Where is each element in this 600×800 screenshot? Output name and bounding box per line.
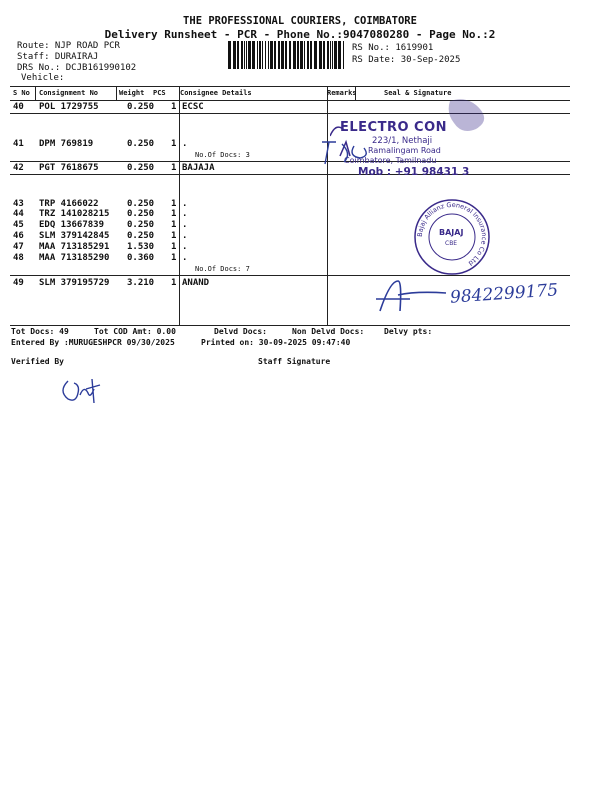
row-consignee: ANAND xyxy=(182,278,210,288)
row-weight: 1.530 xyxy=(127,242,155,252)
barcode-bar xyxy=(319,41,322,69)
row-weight: 0.250 xyxy=(127,102,155,112)
row-sno: 42 xyxy=(13,163,24,173)
total-docs: Tot Docs: 49 xyxy=(11,327,69,336)
row-weight: 0.250 xyxy=(127,220,155,230)
entered-by: Entered By :MURUGESHPCR 09/30/2025 xyxy=(11,338,175,347)
row-weight: 0.250 xyxy=(127,199,155,209)
barcode-bar xyxy=(278,41,280,69)
row-sno: 44 xyxy=(13,209,24,219)
barcode-bar xyxy=(293,41,296,69)
handwritten-signature-2 xyxy=(372,275,452,315)
row-consignment: SLM 379195729 xyxy=(39,278,110,288)
row-consignment: SLM 379142845 xyxy=(39,231,110,241)
col-weight: Weight xyxy=(119,89,145,97)
barcode-bar xyxy=(334,41,337,69)
row-consignment: TRP 4166022 xyxy=(39,199,99,209)
printed-on: Printed on: 30-09-2025 09:47:40 xyxy=(201,338,351,347)
barcode-bar xyxy=(289,41,291,69)
non-delivered-docs: Non Delvd Docs: xyxy=(292,327,365,336)
row-weight: 0.250 xyxy=(127,139,155,149)
row-weight: 0.250 xyxy=(127,231,155,241)
row-sno: 48 xyxy=(13,253,24,263)
row-sno: 40 xyxy=(13,102,24,112)
row-consignment: DPM 769819 xyxy=(39,139,94,149)
row-pcs: 1 xyxy=(171,278,177,288)
row-pcs: 1 xyxy=(171,199,177,209)
row-pcs: 1 xyxy=(171,209,177,219)
barcode-bar xyxy=(237,41,239,69)
barcode-bar xyxy=(248,41,251,69)
row-pcs: 1 xyxy=(171,253,177,263)
col-divider xyxy=(35,86,36,100)
row-sno: 45 xyxy=(13,220,24,230)
barcode xyxy=(228,41,346,69)
docs-count: No.Of Docs: 3 xyxy=(195,151,250,159)
row-weight: 3.210 xyxy=(127,278,155,288)
drs-number: DRS No.: DCJB161990102 xyxy=(17,63,137,73)
barcode-bar xyxy=(233,41,236,69)
handwritten-signature-1 xyxy=(318,138,408,168)
company-title: THE PROFESSIONAL COURIERS, COIMBATORE xyxy=(183,15,417,27)
barcode-bar xyxy=(330,41,331,69)
row-consignment: EDQ 13667839 xyxy=(39,220,105,230)
total-cod: Tot COD Amt: 0.00 xyxy=(94,327,176,336)
row-consignee: . xyxy=(182,209,188,219)
col-pcs: PCS xyxy=(153,89,166,97)
row-weight: 0.250 xyxy=(127,209,155,219)
barcode-bar xyxy=(343,41,344,69)
barcode-bar xyxy=(332,41,333,69)
row-consignee: ECSC xyxy=(182,102,204,112)
row-sno: 43 xyxy=(13,199,24,209)
barcode-bar xyxy=(262,41,263,69)
barcode-bar xyxy=(244,41,245,69)
row-consignee: . xyxy=(182,242,188,252)
barcode-bar xyxy=(285,41,287,69)
row-sno: 49 xyxy=(13,278,24,288)
rs-number: RS No.: 1619901 xyxy=(352,43,434,53)
row-consignee: . xyxy=(182,231,188,241)
col-divider-consignee xyxy=(179,86,180,326)
col-divider-remarks xyxy=(327,86,328,326)
staff-label: Staff: DURAIRAJ xyxy=(17,52,99,62)
route-label: Route: NJP ROAD PCR xyxy=(17,41,120,51)
stamp-address-line: Ramalingam Road xyxy=(368,146,441,155)
barcode-bar xyxy=(270,41,273,69)
stamp-company-name: ELECTRO CON xyxy=(340,120,448,135)
row-consignee: . xyxy=(182,199,188,209)
barcode-bar xyxy=(297,41,299,69)
staff-signature-label: Staff Signature xyxy=(258,357,331,366)
docs-count: No.Of Docs: 7 xyxy=(195,265,250,273)
row-pcs: 1 xyxy=(171,163,177,173)
delivery-points: Delvy pts: xyxy=(384,327,433,336)
col-consignment: Consignment No xyxy=(39,89,99,97)
row-weight: 0.250 xyxy=(127,163,155,173)
row-consignee: BAJAJA xyxy=(182,163,215,173)
row-consignment: MAA 713185291 xyxy=(39,242,110,252)
table-bottom-border xyxy=(10,325,570,326)
vehicle-label: Vehicle: xyxy=(21,73,65,83)
barcode-bar xyxy=(268,41,269,69)
row-consignee: . xyxy=(182,139,188,149)
seal-ring-text: Bajaj Allianz General Insurance Co Ltd xyxy=(415,200,489,268)
barcode-bar xyxy=(265,41,266,69)
verified-by: Verified By xyxy=(11,357,64,366)
row-pcs: 1 xyxy=(171,139,177,149)
runsheet-subtitle: Delivery Runsheet - PCR - Phone No.:9047080280 - Page No.:2 xyxy=(104,28,496,41)
col-seal: Seal & Signature xyxy=(384,89,452,97)
barcode-bar xyxy=(246,41,247,69)
row-consignment: POL 1729755 xyxy=(39,102,99,112)
col-divider xyxy=(116,86,117,100)
row-pcs: 1 xyxy=(171,220,177,230)
barcode-bar xyxy=(323,41,325,69)
barcode-bar xyxy=(314,41,317,69)
col-sno: S No xyxy=(13,89,30,97)
barcode-bar xyxy=(281,41,284,69)
barcode-bar xyxy=(257,41,258,69)
row-consignee: . xyxy=(182,220,188,230)
barcode-bar xyxy=(259,41,261,69)
barcode-bar xyxy=(304,41,305,69)
row-sno: 47 xyxy=(13,242,24,252)
handwritten-phone-number: 9842299175 xyxy=(449,280,559,308)
barcode-bar xyxy=(307,41,309,69)
barcode-bar xyxy=(310,41,312,69)
row-pcs: 1 xyxy=(171,102,177,112)
rs-date: RS Date: 30-Sep-2025 xyxy=(352,55,461,65)
col-consignee: Consignee Details xyxy=(180,89,252,97)
insurance-seal xyxy=(413,198,491,276)
row-consignment: TRZ 141028215 xyxy=(39,209,110,219)
stamp-mobile: Mob : +91 98431 3 xyxy=(358,166,470,178)
row-pcs: 1 xyxy=(171,231,177,241)
row-weight: 0.360 xyxy=(127,253,155,263)
stamp-address-line: Coimbatore, Tamilnadu xyxy=(344,156,437,165)
barcode-bar xyxy=(300,41,303,69)
barcode-bar xyxy=(338,41,341,69)
row-sno: 46 xyxy=(13,231,24,241)
col-remarks: Remarks xyxy=(327,89,357,97)
barcode-bar xyxy=(241,41,243,69)
seal-ring-icon xyxy=(413,198,491,276)
seal-sub-text: CBE xyxy=(445,240,458,247)
barcode-bar xyxy=(327,41,329,69)
barcode-bar xyxy=(252,41,255,69)
row-consignee: . xyxy=(182,253,188,263)
row-sno: 41 xyxy=(13,139,24,149)
delivered-docs: Delvd Docs: xyxy=(214,327,267,336)
row-consignment: PGT 7618675 xyxy=(39,163,99,173)
barcode-bar xyxy=(274,41,276,69)
verified-by-signature xyxy=(58,375,108,407)
row-pcs: 1 xyxy=(171,242,177,252)
barcode-bar xyxy=(228,41,231,69)
row-consignment: MAA 713185290 xyxy=(39,253,110,263)
seal-center-text: BAJAJ xyxy=(439,228,464,237)
table-top-border xyxy=(10,86,570,87)
stamp-address-line: 223/1, Nethaji xyxy=(372,136,433,146)
